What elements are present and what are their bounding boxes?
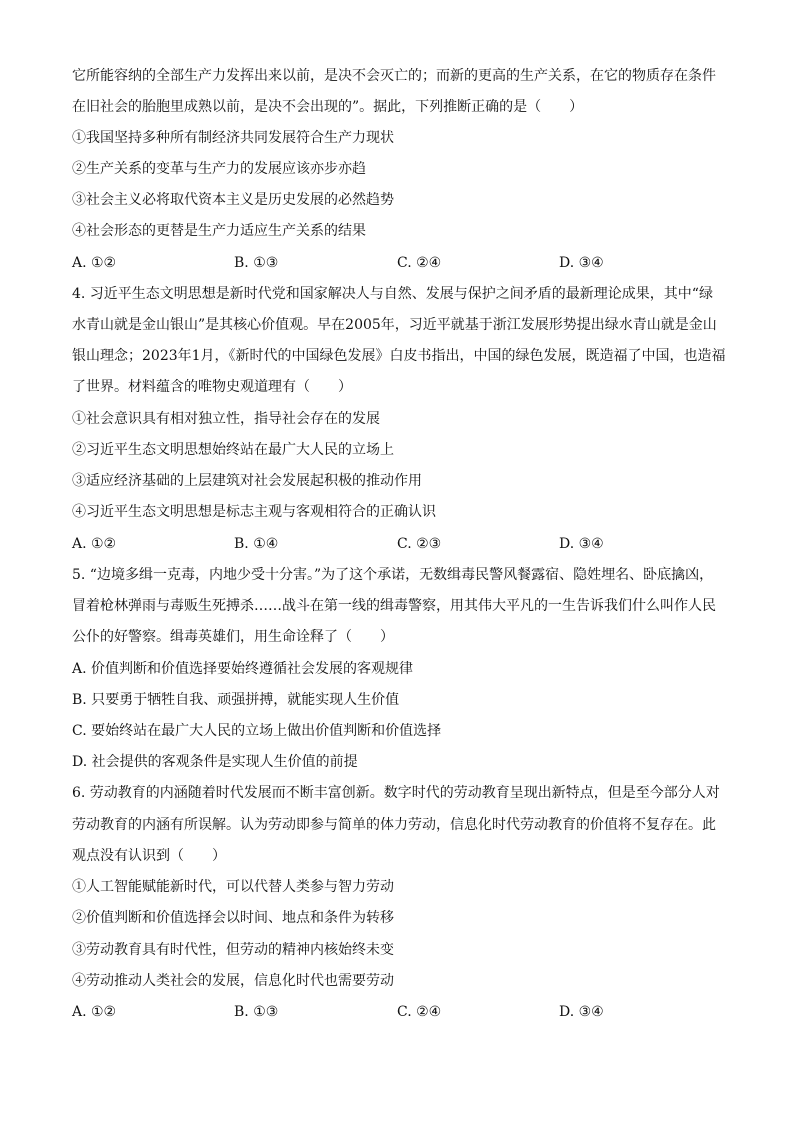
q3-options [72,253,732,273]
q4-statement: ②习近平生态文明思想始终站在最广大人民的立场上 [72,442,394,458]
q6-option-d: D. ③④ [559,1004,604,1020]
q4-stem-line: 4. 习近平生态文明思想是新时代党和国家解决人与自然、发展与保护之间矛盾的最新理论成果，其中“绿 [72,286,713,302]
q6-statement: ②价值判断和价值选择会以时间、地点和条件为转移 [72,910,394,926]
q4-stem-line: 水青山就是金山银山”是其核心价值观。早在2005年，习近平就基于浙江发展形势提出绿水青山就是金山 [72,317,717,333]
q5-choice-c: C. 要始终站在最广大人民的立场上做出价值判断和价值选择 [72,723,442,739]
q3-option-a: A. ①② [72,255,117,271]
q3-option-d: D. ③④ [559,255,604,271]
q6-options [72,1002,732,1022]
q6-statement: ③劳动教育具有时代性，但劳动的精神内核始终未变 [72,942,394,958]
q5-stem-line: 公仆的好警察。缉毒英雄们，用生命诠释了（ ） [72,629,394,645]
q3-stem-line: 在旧社会的胎胞里成熟以前，是决不会出现的”。据此，下列推断正确的是（ ） [72,99,584,115]
q3-option-c: C. ②④ [397,255,442,271]
q5-choice-a: A. 价值判断和价值选择要始终遵循社会发展的客观规律 [72,661,414,677]
q4-stem-line: 了世界。材料蕴含的唯物史观道理有（ ） [72,379,352,395]
q5-stem-line: 冒着枪林弹雨与毒贩生死搏杀……战斗在第一线的缉毒警察，用其伟大平凡的一生告诉我们什么叫作人民 [72,598,716,614]
q3-statement: ③社会主义必将取代资本主义是历史发展的必然趋势 [72,192,394,208]
q6-stem-line: 观点没有认识到（ ） [72,848,226,864]
q3-option-b: B. ①③ [234,255,279,271]
q3-stem-line: 它所能容纳的全部生产力发挥出来以前，是决不会灭亡的；而新的更高的生产关系，在它的物质存在条件 [72,68,716,84]
q4-statement: ③适应经济基础的上层建筑对社会发展起积极的推动作用 [72,473,422,489]
q3-statement: ②生产关系的变革与生产力的发展应该亦步亦趋 [72,161,366,177]
q4-options [72,534,732,554]
q6-stem-line: 6. 劳动教育的内涵随着时代发展而不断丰富创新。数字时代的劳动教育呈现出新特点，但是至今部分人对 [72,785,720,801]
q4-stem-line: 银山理念；2023年1月，《新时代的中国绿色发展》白皮书指出，中国的绿色发展，既造福了中国，也造福 [72,348,726,364]
q3-statement: ①我国坚持多种所有制经济共同发展符合生产力现状 [72,130,394,146]
q4-option-a: A. ①② [72,536,117,552]
q5-stem-line: 5. “边境多缉一克毒，内地少受十分害。”为了这个承诺，无数缉毒民警风餐露宿、隐姓埋名、卧底擒凶， [72,567,714,583]
q6-option-b: B. ①③ [234,1004,279,1020]
q5-choice-b: B. 只要勇于牺牲自我、顽强拼搏，就能实现人生价值 [72,692,400,708]
q4-option-c: C. ②③ [397,536,442,552]
q4-option-b: B. ①④ [234,536,279,552]
q5-choice-d: D. 社会提供的客观条件是实现人生价值的前提 [72,754,358,770]
q6-statement: ④劳动推动人类社会的发展，信息化时代也需要劳动 [72,973,394,989]
q6-statement: ①人工智能赋能新时代，可以代替人类参与智力劳动 [72,879,394,895]
q4-option-d: D. ③④ [559,536,604,552]
q3-statement: ④社会形态的更替是生产力适应生产关系的结果 [72,223,366,239]
q4-statement: ①社会意识具有相对独立性，指导社会存在的发展 [72,411,380,427]
q6-option-a: A. ①② [72,1004,117,1020]
q4-statement: ④习近平生态文明思想是标志主观与客观相符合的正确认识 [72,504,436,520]
q6-stem-line: 劳动教育的内涵有所误解。认为劳动即参与简单的体力劳动，信息化时代劳动教育的价值将不复存在。此 [72,817,716,833]
q6-option-c: C. ②④ [397,1004,442,1020]
